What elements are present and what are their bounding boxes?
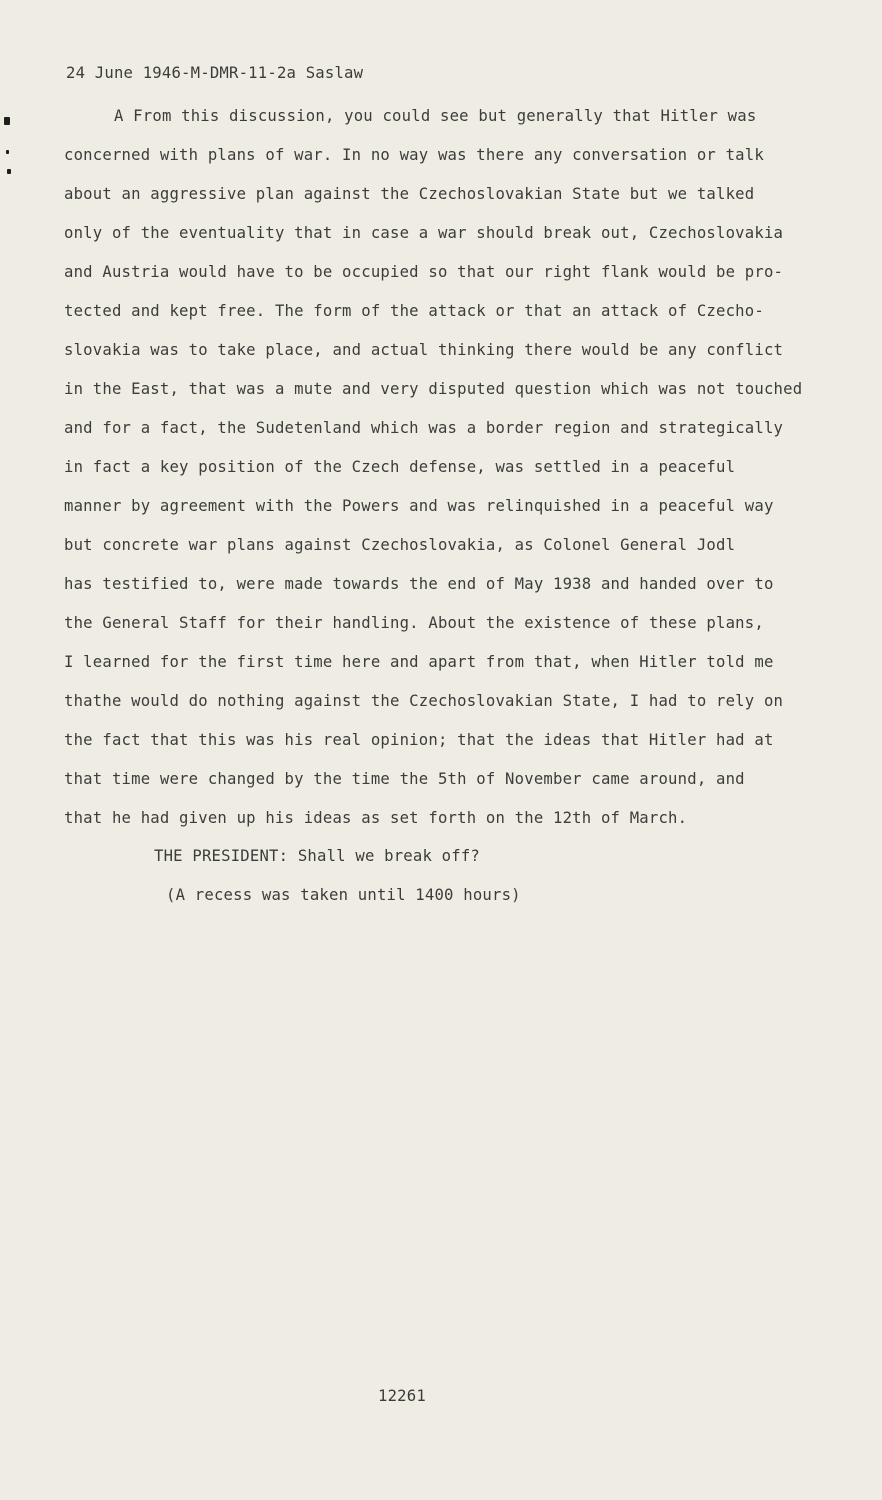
margin-mark [4, 117, 10, 125]
body-line: slovakia was to take place, and actual thinking there would be any conflict [64, 341, 784, 359]
body-line: that time were changed by the time the 5th of November came around, and [64, 770, 745, 788]
document-header: 24 June 1946-M-DMR-11-2a Saslaw [66, 64, 364, 82]
body-line: manner by agreement with the Powers and was relinquished in a peaceful way [64, 497, 774, 515]
body-line: concerned with plans of war. In no way was there any conversation or talk [64, 146, 764, 164]
president-line: THE PRESIDENT: Shall we break off? [154, 847, 480, 865]
page-number: 12261 [378, 1387, 426, 1405]
body-line: about an aggressive plan against the Czechoslovakian State but we talked [64, 185, 755, 203]
body-line: A From this discussion, you could see but generally that Hitler was [114, 107, 757, 125]
body-line: in fact a key position of the Czech defense, was settled in a peaceful [64, 458, 736, 476]
margin-mark [6, 150, 9, 154]
body-line: I learned for the first time here and apart from that, when Hitler told me [64, 653, 774, 671]
body-line: and Austria would have to be occupied so that our right flank would be pro- [64, 263, 784, 281]
body-line: thathe would do nothing against the Czechoslovakian State, I had to rely on [64, 692, 784, 710]
body-line: the General Staff for their handling. About the existence of these plans, [64, 614, 764, 632]
body-line: tected and kept free. The form of the attack or that an attack of Czecho- [64, 302, 764, 320]
recess-line: (A recess was taken until 1400 hours) [166, 886, 521, 904]
body-line: that he had given up his ideas as set forth on the 12th of March. [64, 809, 688, 827]
body-line: and for a fact, the Sudetenland which was a border region and strategically [64, 419, 784, 437]
body-line: has testified to, were made towards the end of May 1938 and handed over to [64, 575, 774, 593]
body-line: in the East, that was a mute and very disputed question which was not touched [64, 380, 803, 398]
margin-mark [7, 169, 11, 174]
body-line: but concrete war plans against Czechoslovakia, as Colonel General Jodl [64, 536, 736, 554]
body-line: the fact that this was his real opinion; that the ideas that Hitler had at [64, 731, 774, 749]
body-line: only of the eventuality that in case a war should break out, Czechoslovakia [64, 224, 784, 242]
